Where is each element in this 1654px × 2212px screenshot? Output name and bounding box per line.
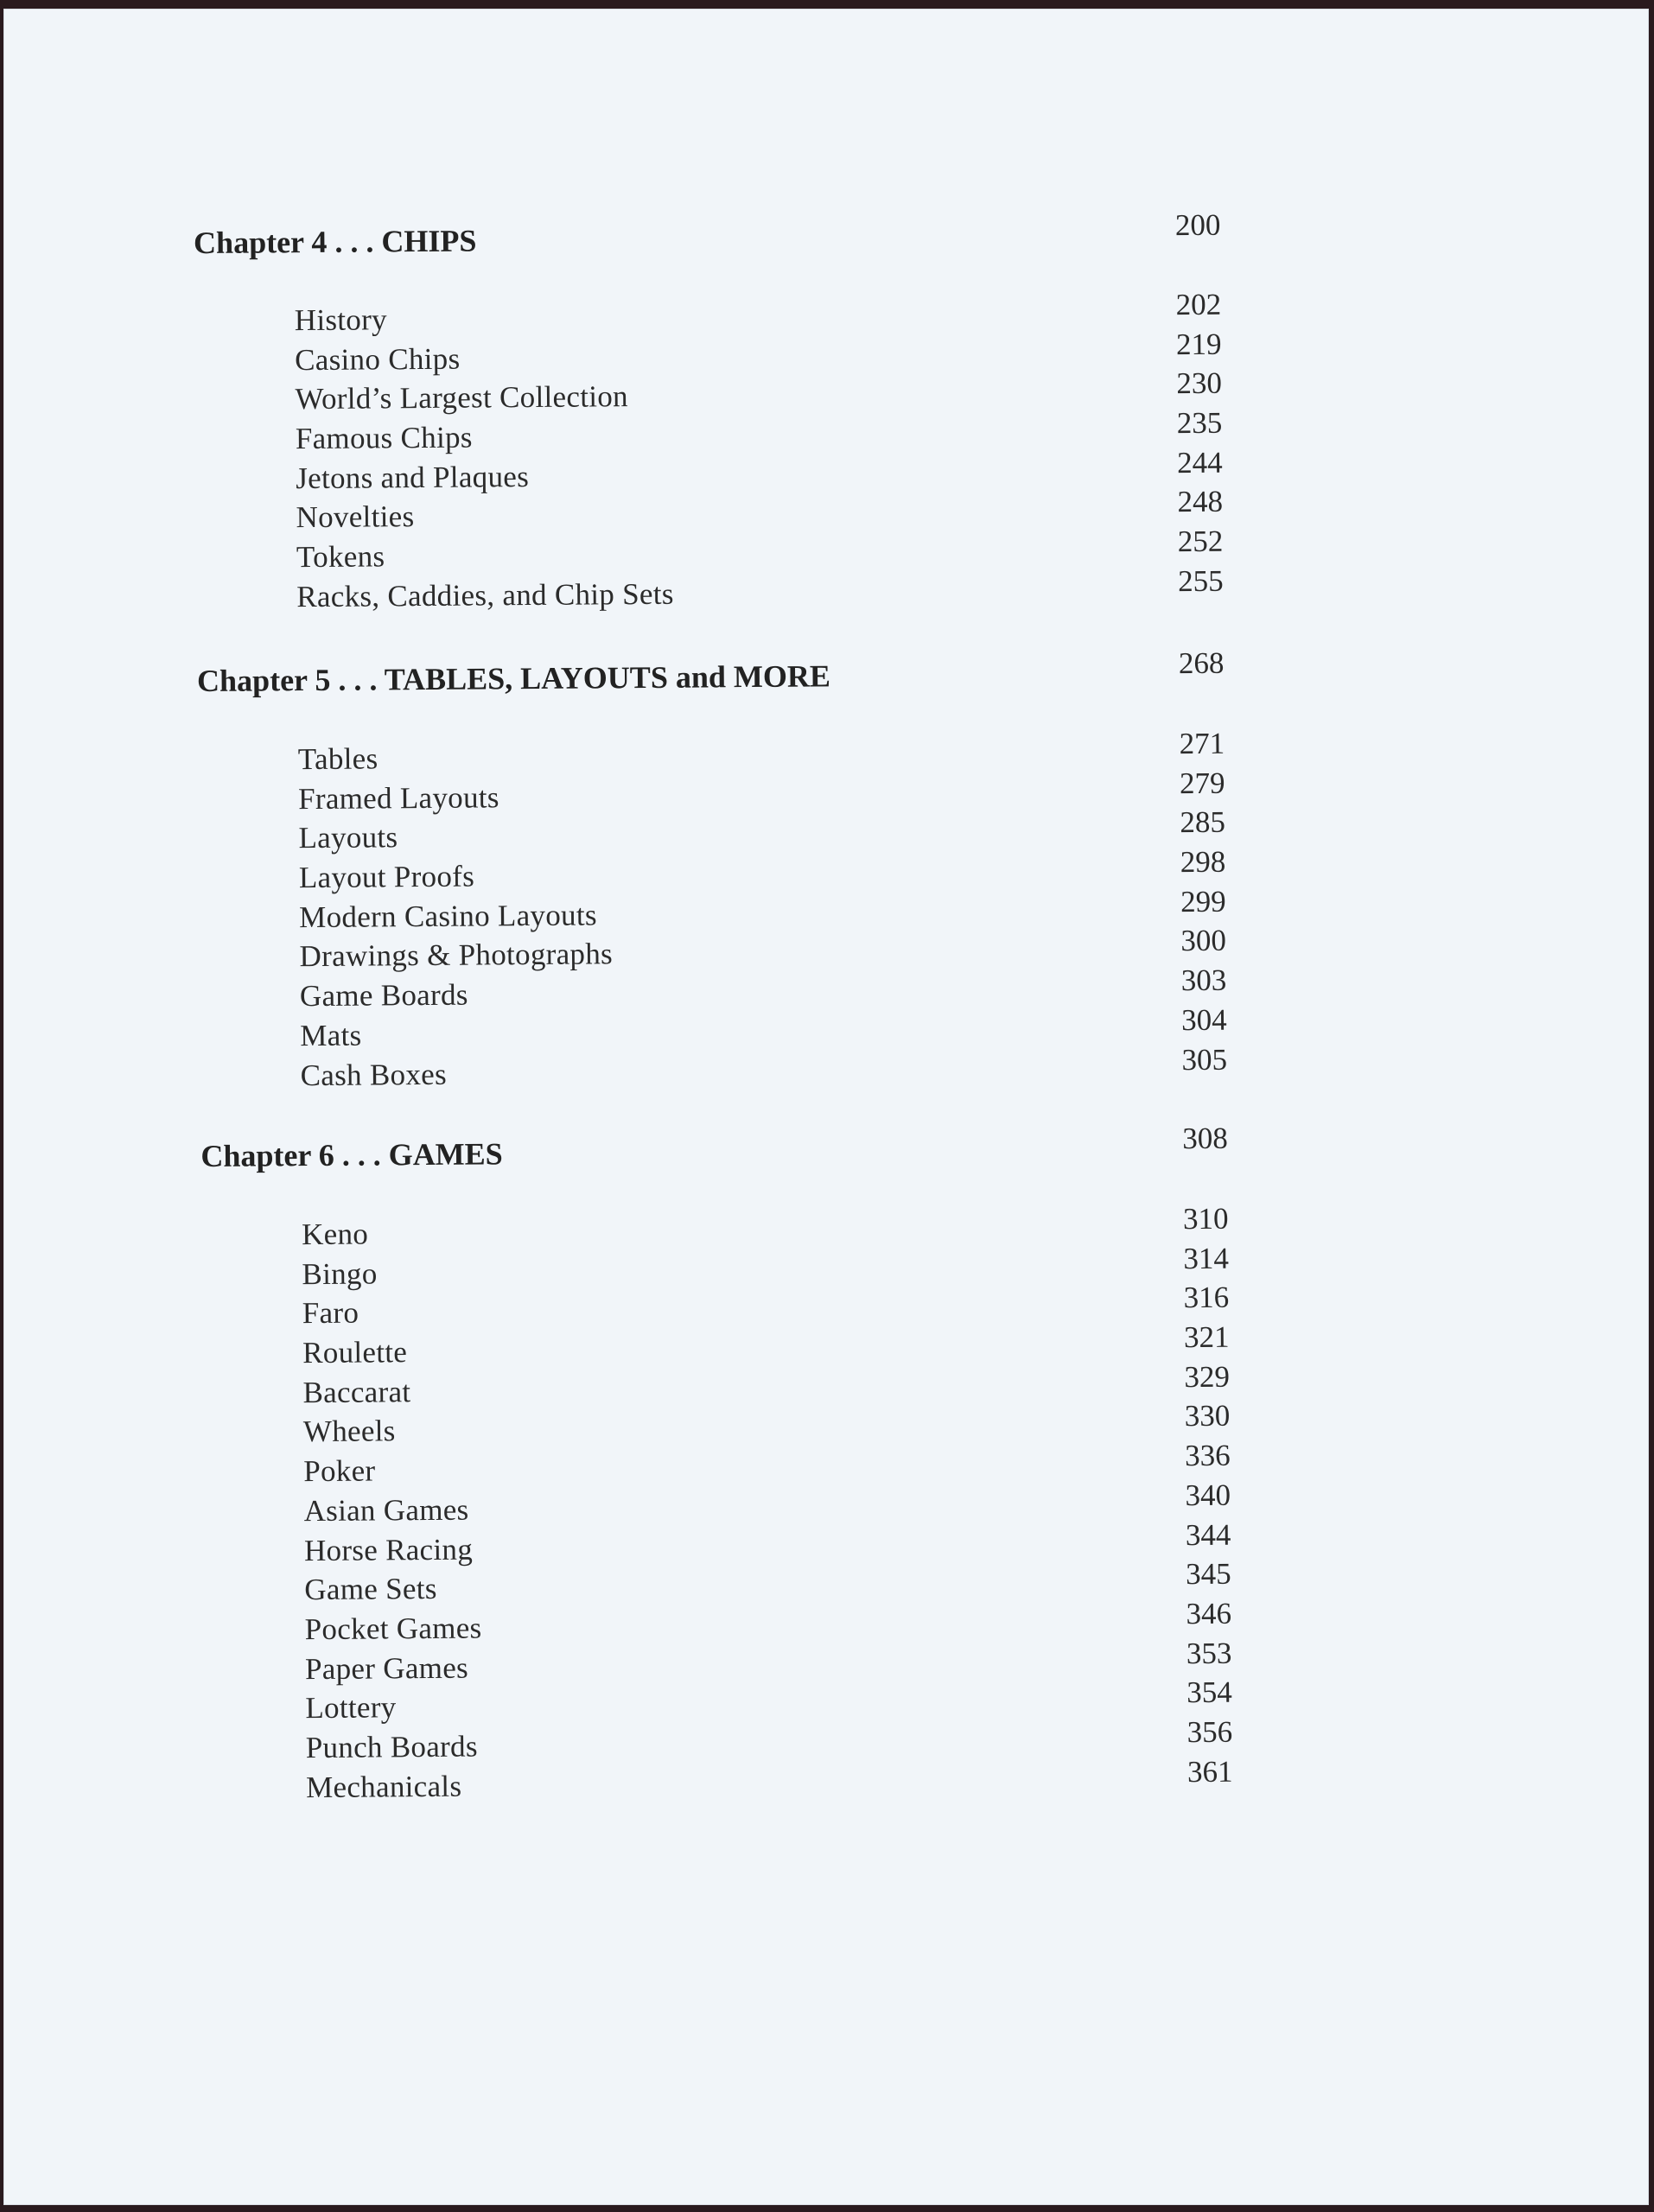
entry-page-number: 298	[1180, 844, 1226, 880]
entry-page-number: 230	[1176, 366, 1223, 401]
entry-page-number: 344	[1185, 1517, 1231, 1552]
entry-page-number: 316	[1183, 1281, 1230, 1315]
entry-title: World’s Largest Collection	[295, 379, 629, 416]
entry-page-number: 314	[1183, 1241, 1230, 1275]
entry-page-number: 244	[1176, 445, 1223, 480]
entry-page-number: 255	[1178, 563, 1224, 598]
entry-page-number: 304	[1181, 1002, 1227, 1037]
entry-title: Tables	[297, 741, 379, 777]
entry-page-number: 202	[1175, 287, 1222, 322]
chapter-title: Chapter 5 . . . TABLES, LAYOUTS and MORE	[196, 658, 831, 699]
entry-title: Layouts	[298, 820, 398, 855]
entry-page-number: 310	[1182, 1201, 1229, 1236]
table-of-contents	[2, 0, 1654, 2207]
entry-title: Punch Boards	[305, 1729, 478, 1765]
entry-title: Keno	[301, 1217, 369, 1252]
entry-title: Tokens	[296, 539, 385, 575]
entry-title: Wheels	[302, 1414, 396, 1449]
entry-title: Mechanicals	[305, 1769, 462, 1804]
entry-title: Poker	[303, 1453, 376, 1489]
entry-page-number: 353	[1186, 1636, 1232, 1670]
entry-title: Bingo	[302, 1256, 378, 1291]
chapter-page-number: 268	[1178, 645, 1225, 681]
entry-page-number: 330	[1184, 1399, 1231, 1433]
chapter-page-number: 200	[1174, 207, 1221, 243]
entry-title: History	[294, 302, 388, 338]
entry-title: Asian Games	[303, 1492, 469, 1528]
entry-page-number: 340	[1185, 1478, 1231, 1512]
chapter-heading-row	[10, 1121, 1654, 1183]
chapter-heading-row	[3, 207, 1649, 270]
entry-title: Modern Casino Layouts	[299, 898, 597, 934]
entry-title: Drawings & Photographs	[299, 937, 614, 974]
entry-title: Jetons and Plaques	[296, 459, 530, 495]
entry-title: Baccarat	[302, 1374, 411, 1409]
entry-title: Lottery	[305, 1690, 397, 1726]
entry-title: Novelties	[296, 499, 415, 535]
entry-title: Game Boards	[299, 977, 468, 1014]
entry-title: Casino Chips	[294, 341, 461, 377]
entry-page-number: 336	[1184, 1438, 1231, 1473]
entry-page-number: 252	[1177, 524, 1224, 559]
entry-page-number: 321	[1183, 1319, 1230, 1355]
entry-page-number: 299	[1180, 884, 1226, 918]
entry-page-number: 235	[1176, 405, 1223, 441]
chapter-heading-row	[7, 645, 1652, 708]
entry-title: Pocket Games	[304, 1611, 482, 1646]
entry-page-number: 305	[1181, 1042, 1228, 1077]
entry-title: Game Sets	[304, 1572, 437, 1607]
entry-page-number: 300	[1180, 924, 1227, 958]
entry-page-number: 303	[1180, 963, 1227, 998]
entry-title: Roulette	[302, 1335, 408, 1370]
chapter-entry-list	[4, 287, 1652, 621]
chapter-entry-list	[8, 726, 1654, 1100]
chapter-entry-list	[11, 1201, 1654, 1812]
entry-title: Famous Chips	[295, 420, 473, 456]
entry-page-number: 361	[1186, 1754, 1233, 1789]
entry-page-number: 219	[1175, 327, 1222, 361]
entry-title: Paper Games	[304, 1650, 469, 1686]
entry-page-number: 279	[1179, 766, 1225, 800]
entry-title: Mats	[300, 1018, 362, 1052]
entry-page-number: 271	[1179, 726, 1225, 761]
document-page	[3, 9, 1649, 2205]
entry-title: Horse Racing	[303, 1532, 474, 1567]
entry-title: Faro	[302, 1295, 359, 1331]
entry-title: Cash Boxes	[300, 1057, 448, 1092]
entry-page-number: 285	[1180, 805, 1226, 840]
entry-page-number: 345	[1186, 1556, 1231, 1592]
chapter-title: Chapter 4 . . . CHIPS	[193, 223, 477, 261]
entry-page-number: 356	[1186, 1714, 1233, 1750]
entry-title: Layout Proofs	[298, 859, 475, 895]
chapter-page-number: 308	[1182, 1121, 1228, 1156]
entry-page-number: 346	[1186, 1596, 1232, 1630]
entry-page-number: 329	[1184, 1359, 1231, 1394]
entry-page-number: 354	[1186, 1675, 1232, 1710]
entry-title: Framed Layouts	[297, 780, 499, 816]
entry-title: Racks, Caddies, and Chip Sets	[296, 576, 674, 613]
chapter-title: Chapter 6 . . . GAMES	[200, 1136, 503, 1174]
entry-page-number: 248	[1177, 485, 1224, 519]
